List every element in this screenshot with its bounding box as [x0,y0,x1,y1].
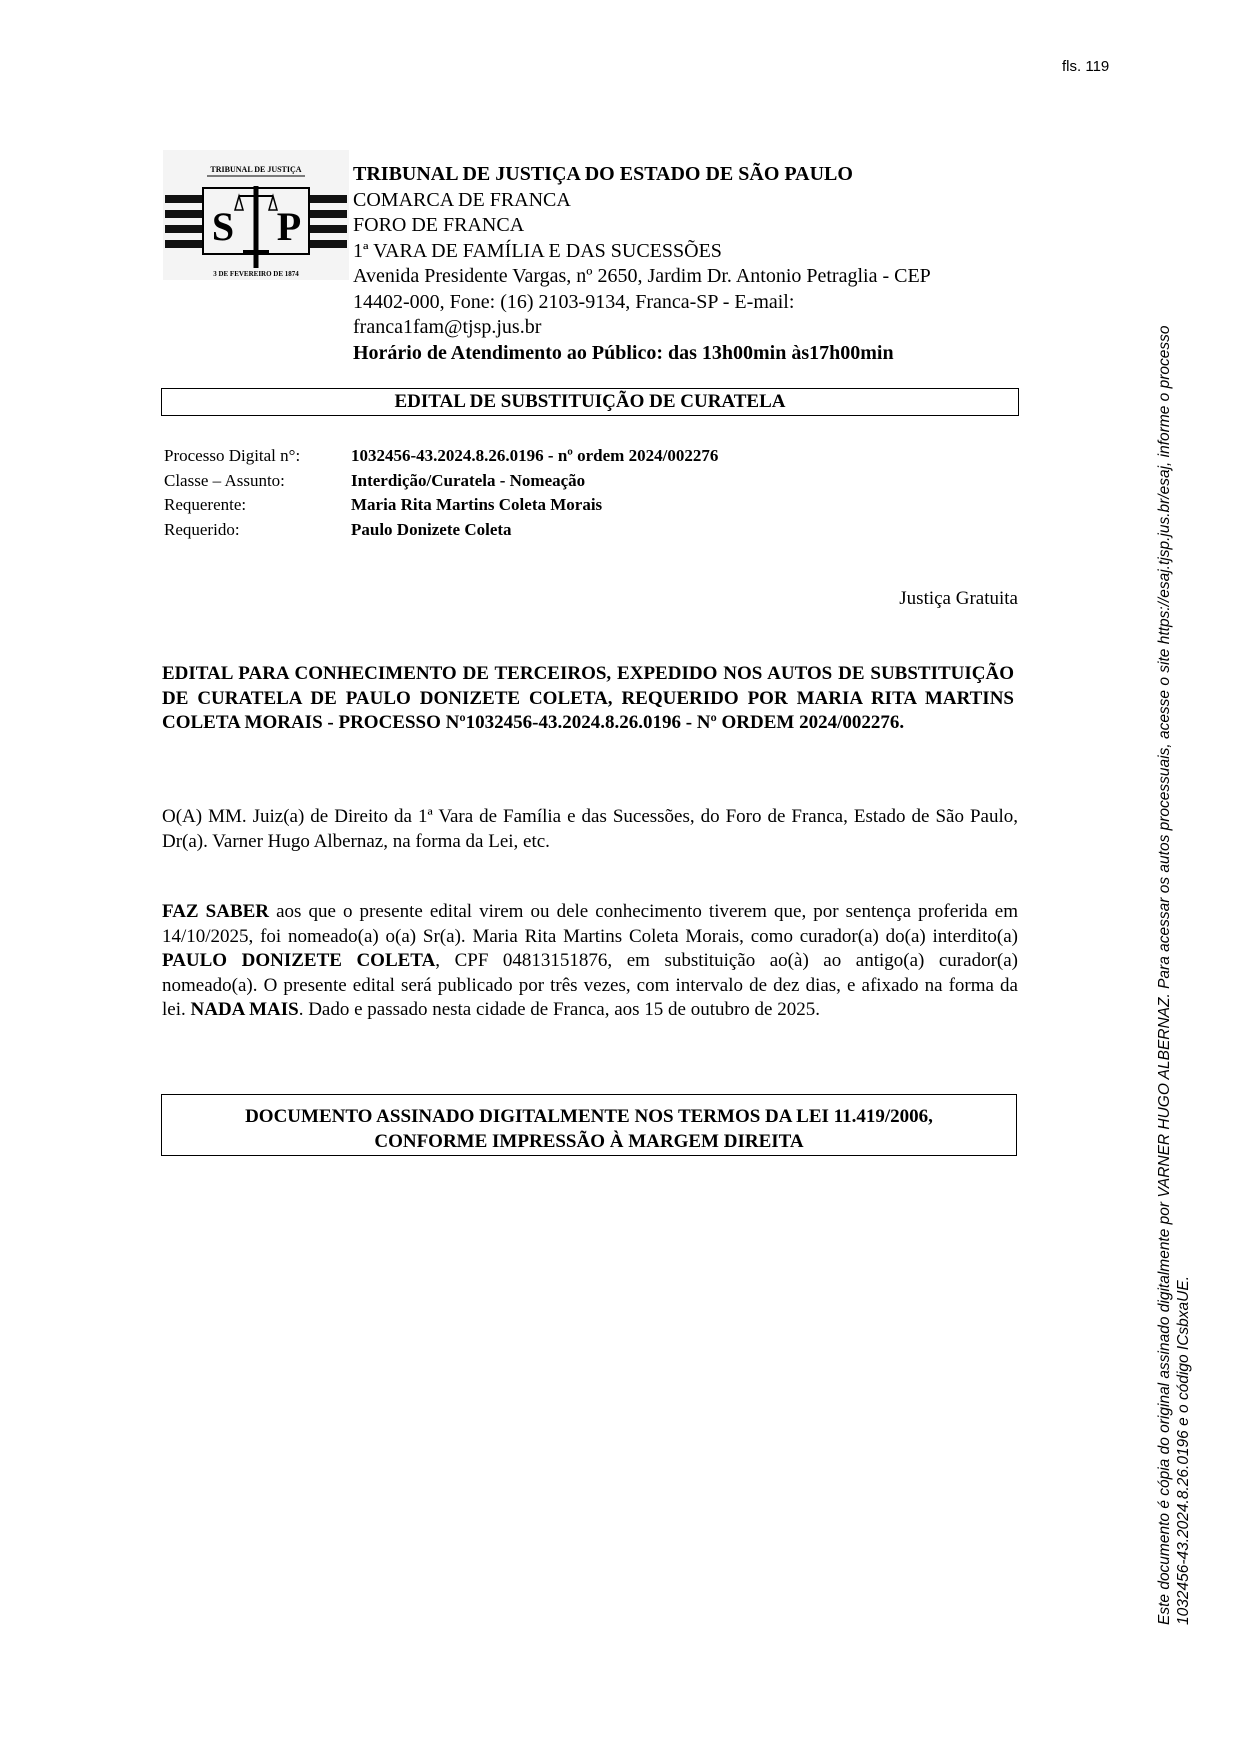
court-name: TRIBUNAL DE JUSTIÇA DO ESTADO DE SÃO PAULO [353,163,853,185]
document-title: EDITAL DE SUBSTITUIÇÃO DE CURATELA [161,388,1019,416]
office-hours: Horário de Atendimento ao Público: das 13h00min às17h00min [353,341,894,364]
signature-line-1: DOCUMENTO ASSINADO DIGITALMENTE NOS TERMOS DA LEI 11.419/2006, [245,1106,933,1127]
case-info-value: Paulo Donizete Coleta [351,519,512,539]
case-info [164,444,718,542]
case-info-value: Interdição/Curatela - Nomeação [351,470,586,490]
case-info-label: Requerido: [164,519,240,539]
faz-saber-paragraph [162,900,1018,1023]
case-info-label: Classe – Assunto: [164,470,285,490]
faz-saber-text-3: . Dado e passado nesta cidade de Franca, aos 15 de outubro de 2025. [298,999,820,1020]
faz-saber-text-1: aos que o presente edital virem ou dele conhecimento tiverem que, por sentença proferida em 14/10/2025, foi nomeado(a) o(a) Sr(a). Maria Rita Martins Coleta Morais, como curador(a) do(a) interdito(a) [162,901,1019,947]
edital-heading: EDITAL PARA CONHECIMENTO DE TERCEIROS, EXPEDIDO NOS AUTOS DE SUBSTITUIÇÃO DE CURATELA DE PAULO DONIZETE COLETA, REQUERIDO POR MARIA RITA MARTINS COLETA MORAIS - PROCESSO Nº1032456-43.2024.8.26.0196 - Nº ORDEM 2024/002276. [162,663,1014,733]
logo-bottom-text: 3 DE FEVEREIRO DE 1874 [213,270,299,278]
case-info-value: 1032456-43.2024.8.26.0196 - nº ordem 2024/002276 [351,446,719,465]
foro: FORO DE FRANCA [353,214,525,236]
side-authentication-note [1155,235,1193,1625]
case-info-row [164,469,718,494]
vara: 1ª VARA DE FAMÍLIA E DAS SUCESSÕES [353,239,722,262]
case-info-label: Processo Digital n°: [164,446,301,465]
signature-line-2: CONFORME IMPRESSÃO À MARGEM DIREITA [374,1131,804,1152]
address-line-3: franca1fam@tjsp.jus.br [353,316,542,338]
logo-top-text: TRIBUNAL DE JUSTIÇA [210,165,302,174]
faz-saber-lead: FAZ SABER [162,901,270,922]
justica-gratuita: Justiça Gratuita [899,588,1018,609]
logo-letter-p: P [276,204,302,249]
case-info-row [164,518,718,543]
address-line-2: 14402-000, Fone: (16) 2103-9134, Franca-SP - E-mail: [353,290,795,313]
tjsp-logo [163,150,349,280]
digital-signature-notice [161,1094,1017,1156]
address-line-1: Avenida Presidente Vargas, nº 2650, Jardim Dr. Antonio Petraglia - CEP [353,265,931,287]
faz-saber-text-2: , CPF 04813151876, em substituição ao(à) ao antigo(a) curador(a) nomeado(a). O presente edital será publicado por três vezes, com intervalo de dez dias, e afixado na forma da lei. [162,950,1018,1020]
logo-letter-s: S [211,204,235,249]
case-info-label: Requerente: [164,495,247,514]
side-note-line-1: Este documento é cópia do original assinado digitalmente por VARNER HUGO ALBERNAZ. Para acessar os autos processuais, acesse o site https://esaj.tjsp.jus.br/esaj, informe o processo [1156,325,1173,1625]
court-header [353,162,993,366]
case-info-row [164,444,718,469]
case-info-value: Maria Rita Martins Coleta Morais [351,495,603,514]
page-number: fls. 119 [1062,58,1110,75]
judge-paragraph: O(A) MM. Juiz(a) de Direito da 1ª Vara de Família e das Sucessões, do Foro de Franca, Estado de São Paulo, Dr(a). Varner Hugo Albernaz, na forma da Lei, etc. [162,806,1018,852]
nada-mais: NADA MAIS [190,999,299,1020]
side-note-line-2: 1032456-43.2024.8.26.0196 e o código ICsbxaUE. [1175,1275,1192,1625]
case-info-row [164,493,718,518]
comarca: COMARCA DE FRANCA [353,188,571,211]
interdito-name: PAULO DONIZETE COLETA [162,950,436,971]
